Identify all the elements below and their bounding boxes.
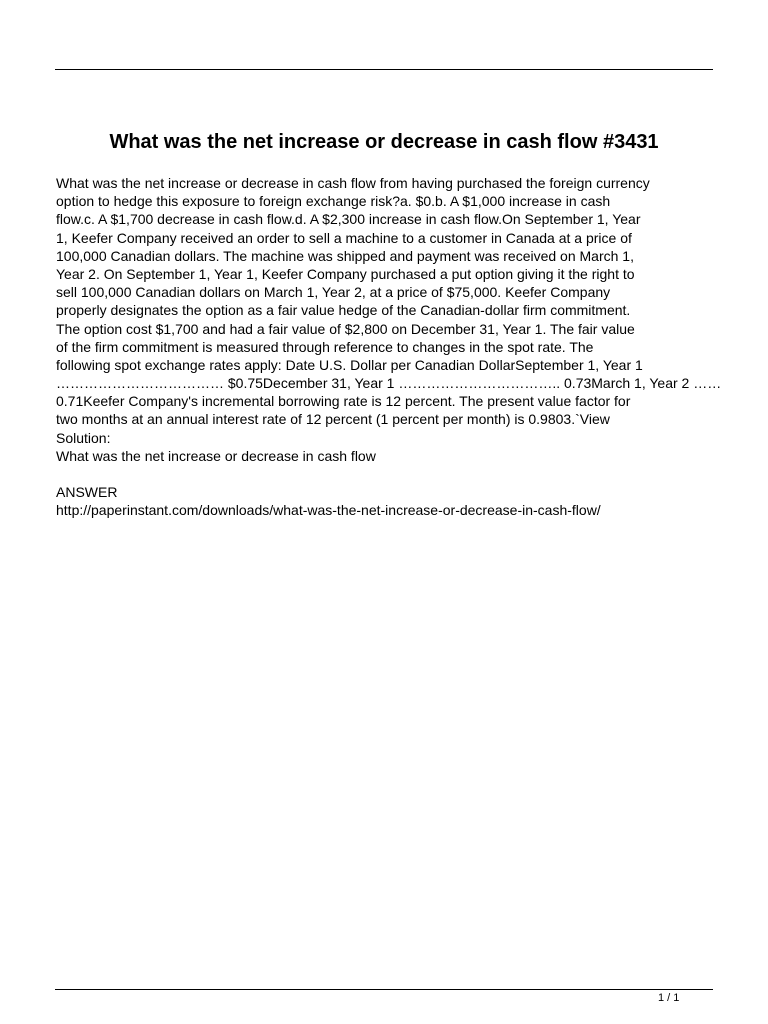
body-line: 1, Keefer Company received an order to sell a machine to a customer in Canada at a price of [56,229,632,246]
top-divider [55,69,713,70]
document-body [56,174,768,520]
body-line: option to hedge this exposure to foreign exchange risk?a. $0.b. A $1,000 increase in cash [56,193,611,210]
body-line: of the firm commitment is measured through reference to changes in the spot rate. The [56,338,594,355]
body-line: properly designates the option as a fair value hedge of the Canadian-dollar firm commitment. [56,302,631,319]
body-line: flow.c. A $1,700 decrease in cash flow.d. A $2,300 increase in cash flow.On September 1, Year [56,211,641,228]
body-line: The option cost $1,700 and had a fair value of $2,800 on December 31, Year 1. The fair value [56,320,635,337]
paragraph-gap [56,465,768,483]
body-line: What was the net increase or decrease in cash flow [56,447,376,464]
answer-url: http://paperinstant.com/downloads/what-was-the-net-increase-or-decrease-in-cash-flow/ [56,502,601,519]
body-line: Year 2. On September 1, Year 1, Keefer Company purchased a put option giving it the right to [56,265,635,282]
page-number: 1 / 1 [658,992,680,1004]
body-line: following spot exchange rates apply: Date U.S. Dollar per Canadian DollarSeptember 1, Year 1 [56,356,643,373]
body-line: ……………………………… $0.75December 31, Year 1 …………………………….. 0.73March 1, Year 2 …… [56,375,722,392]
body-line: Solution: [56,429,111,446]
body-line: sell 100,000 Canadian dollars on March 1, Year 2, at a price of $75,000. Keefer Company [56,284,611,301]
answer-label: ANSWER [56,484,118,501]
body-line: 100,000 Canadian dollars. The machine was shipped and payment was received on March 1, [56,247,634,264]
document-title: What was the net increase or decrease in cash flow #3431 [109,131,659,153]
body-line: 0.71Keefer Company's incremental borrowing rate is 12 percent. The present value factor for [56,393,631,410]
body-line: What was the net increase or decrease in cash flow from having purchased the foreign currency [56,175,650,191]
body-line: two months at an annual interest rate of 12 percent (1 percent per month) is 0.9803.`View [56,411,610,428]
bottom-divider [55,989,713,990]
